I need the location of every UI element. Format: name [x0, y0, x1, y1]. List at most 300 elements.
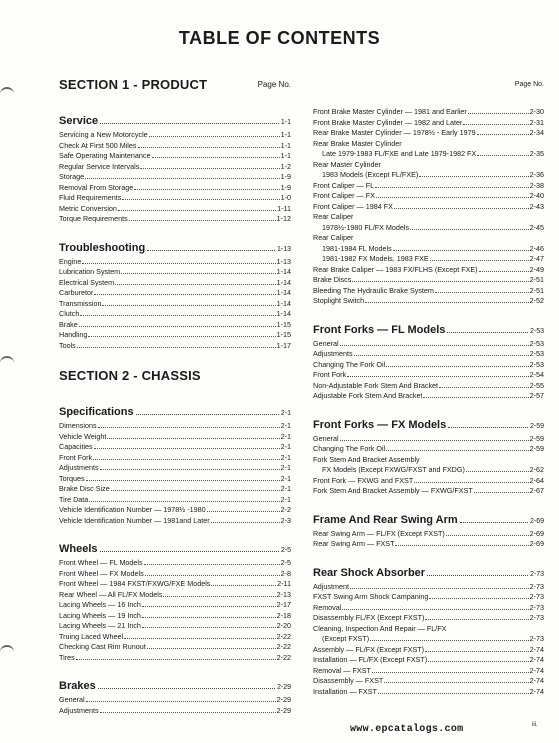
toc-group	[313, 419, 544, 497]
toc-entry-page: 2-36	[529, 170, 544, 179]
dot-leader	[100, 551, 279, 552]
toc-entry-page: 2-52	[529, 296, 544, 305]
toc-entry-page: 1-1	[280, 140, 291, 150]
toc-entry[interactable]	[313, 370, 544, 381]
group-heading-page: 2-29	[276, 684, 291, 691]
toc-entry-text: General	[313, 433, 339, 443]
dot-leader	[102, 305, 275, 306]
toc-entry-text: Handling	[59, 330, 88, 339]
toc-entry-text: Disassembly FL/FX (Except FXST)	[313, 613, 425, 622]
toc-entry-text: General	[59, 695, 85, 704]
dot-leader	[100, 712, 276, 713]
toc-entry-page: 2-20	[276, 621, 291, 630]
dot-leader	[149, 136, 280, 137]
toc-entry-text: Regular Service Intervals	[59, 161, 140, 171]
toc-entry[interactable]	[313, 655, 544, 666]
group-heading[interactable]	[313, 419, 544, 433]
toc-entry-text: Dimensions	[59, 421, 97, 430]
toc-entry-page: 2-29	[276, 705, 291, 715]
toc-entry-text: Front Wheel — 1984 FXST/FXWG/FXE Models	[59, 579, 211, 588]
toc-entry-text: Lubrication System	[59, 267, 121, 276]
toc-entry[interactable]	[59, 621, 291, 632]
toc-entry[interactable]	[313, 455, 544, 466]
toc-entry[interactable]	[59, 183, 291, 194]
toc-entry[interactable]	[313, 254, 544, 265]
toc-entry[interactable]	[313, 603, 544, 614]
toc-entry[interactable]	[313, 107, 544, 118]
toc-entry[interactable]	[59, 611, 291, 622]
toc-entry[interactable]	[313, 223, 544, 234]
dot-leader	[460, 522, 528, 523]
toc-entry[interactable]	[313, 160, 544, 171]
toc-entry[interactable]	[59, 600, 291, 611]
dot-leader	[439, 387, 529, 388]
toc-entry-page: 2-1	[280, 431, 291, 441]
toc-entry[interactable]	[313, 233, 544, 244]
toc-entry-page: 2-69	[529, 539, 544, 548]
toc-entry[interactable]	[313, 349, 544, 360]
toc-entry-text: Checking Cast Rim Runout	[59, 642, 146, 651]
dot-leader	[376, 197, 529, 198]
toc-entry[interactable]	[59, 309, 291, 320]
toc-entry-text: Lacing Wheels — 21 Inch	[59, 621, 141, 630]
toc-entry-page: 2-17	[276, 600, 291, 609]
dot-leader	[88, 336, 275, 337]
toc-entry-text: Rear Caliper	[313, 233, 354, 242]
toc-entry-text: Front Wheel — FX Models	[59, 568, 144, 578]
dot-leader	[82, 263, 275, 264]
toc-entry-text: Front Fork	[313, 370, 347, 379]
dot-leader	[107, 438, 279, 439]
toc-entry-page: 2-1	[280, 442, 291, 451]
dot-leader	[384, 682, 528, 683]
dot-leader	[423, 397, 528, 398]
toc-entry-text: Rear Master Cylinder	[313, 159, 381, 169]
toc-entry-text: Carburetor	[59, 288, 94, 297]
toc-entry-page: 1-11	[277, 203, 291, 213]
toc-entry-page: 2-74	[529, 655, 544, 664]
toc-entry[interactable]	[313, 624, 544, 635]
toc-entry-text: Fork Stem And Bracket Assembly — FXWG/FXST	[313, 486, 473, 495]
dot-leader	[122, 199, 279, 200]
toc-entry[interactable]	[59, 579, 291, 590]
dot-leader	[429, 598, 528, 599]
toc-entry-page: 2-51	[529, 275, 544, 284]
toc-entry-page: 2-1	[280, 494, 291, 504]
toc-entry-page: 2-55	[529, 380, 544, 390]
dot-leader	[77, 347, 276, 348]
toc-group	[313, 324, 544, 402]
toc-entry-text: Assembly — FL/FX (Except FXST)	[313, 644, 425, 654]
dot-leader	[144, 564, 280, 565]
toc-entry[interactable]	[59, 267, 291, 278]
toc-entry[interactable]	[313, 434, 544, 445]
toc-entry[interactable]	[59, 463, 291, 474]
toc-entry-text: Adjustments	[313, 349, 353, 358]
toc-entry[interactable]	[313, 486, 544, 497]
toc-entry[interactable]	[59, 151, 291, 162]
toc-entry-page: 2-53	[529, 359, 544, 369]
dot-leader	[142, 606, 276, 607]
toc-entry[interactable]	[59, 484, 291, 495]
toc-entry-text: Transmission	[59, 298, 102, 308]
toc-entry[interactable]	[313, 265, 544, 276]
toc-entry-text: Truing Laced Wheel	[59, 631, 124, 641]
toc-entry[interactable]	[313, 634, 544, 645]
toc-entry[interactable]	[313, 181, 544, 192]
dot-leader	[340, 345, 529, 346]
toc-entry-page: 2-57	[529, 391, 544, 400]
toc-entry-text: Changing The Fork Oil	[313, 359, 386, 369]
toc-entry-page: 2-2	[280, 505, 291, 514]
toc-entry-page: 2-1	[280, 484, 291, 493]
toc-entry[interactable]	[313, 676, 544, 687]
toc-entry-page: 1-14	[276, 298, 291, 308]
dot-leader	[386, 366, 528, 367]
toc-entry-text: Lacing Wheels — 19 Inch	[59, 610, 141, 620]
toc-entry[interactable]	[59, 204, 291, 215]
toc-entry[interactable]	[313, 381, 544, 392]
toc-entry-text: Engine	[59, 256, 82, 266]
dot-leader	[372, 672, 529, 673]
toc-entry[interactable]	[59, 330, 291, 341]
toc-entry[interactable]	[313, 244, 544, 255]
toc-entry-page: 2-11	[277, 579, 291, 588]
dot-leader	[147, 648, 276, 649]
toc-entry[interactable]	[313, 444, 544, 455]
dot-leader	[425, 651, 529, 652]
dot-leader	[98, 688, 275, 689]
toc-entry-text: Vehicle Weight	[59, 431, 107, 441]
toc-entry[interactable]	[313, 212, 544, 223]
dot-leader	[94, 294, 275, 295]
page-no-header: Page No.	[257, 80, 291, 89]
toc-entry-page: 2-74	[529, 676, 544, 685]
dot-leader	[370, 640, 528, 641]
toc-entry[interactable]	[313, 339, 544, 350]
toc-entry-text: Removal	[313, 602, 342, 612]
toc-entry-text: Lacing Wheels — 16 Inch	[59, 600, 141, 609]
toc-entry-page: 2-35	[529, 149, 544, 158]
toc-entry-page: 1-14	[276, 309, 291, 318]
toc-entry[interactable]	[59, 453, 291, 464]
toc-entry-page: 1-14	[276, 267, 291, 276]
dot-leader	[479, 271, 529, 272]
toc-entry[interactable]	[313, 529, 544, 540]
toc-entry[interactable]	[313, 296, 544, 307]
toc-entry-text: Front Brake Master Cylinder — 1982 and Later	[313, 117, 463, 127]
toc-entry[interactable]	[59, 257, 291, 268]
group-heading-text: Specifications	[59, 406, 134, 418]
toc-entry-page: 2-46	[529, 243, 544, 253]
toc-entry[interactable]	[59, 495, 291, 506]
group-heading-text: Frame And Rear Swing Arm	[313, 513, 458, 526]
dot-leader	[350, 588, 529, 589]
dot-leader	[86, 701, 276, 702]
toc-entry-page: 2-73	[529, 592, 544, 601]
toc-entry-page: 2-1	[280, 452, 291, 462]
toc-entry-page: 2-53	[529, 349, 544, 358]
toc-entry-text: Rear Brake Caliper — 1983 FX/FLHS (Except FXE)	[313, 264, 478, 274]
right-column	[313, 77, 544, 714]
toc-entry-page: 2-74	[529, 644, 544, 654]
footer-page-mark: iii.	[532, 722, 538, 728]
toc-entry-text: Disassembly — FXST	[313, 676, 384, 685]
toc-entry-page: 1-1	[280, 151, 291, 160]
dot-leader	[468, 113, 529, 114]
dot-leader	[394, 208, 529, 209]
toc-entry[interactable]	[59, 341, 291, 352]
group-heading-page: 2-59	[529, 422, 544, 430]
dot-leader	[207, 511, 280, 512]
toc-entry[interactable]	[59, 421, 291, 432]
dot-leader	[80, 315, 275, 316]
dot-leader	[124, 638, 276, 639]
toc-entry-text: Tire Data	[59, 494, 89, 504]
section-title: SECTION 1 - PRODUCT	[59, 77, 208, 92]
toc-group	[313, 567, 544, 698]
dot-leader	[115, 284, 275, 285]
dot-leader	[474, 492, 529, 493]
toc-entry-page: 1-15	[276, 319, 291, 329]
toc-entry-page: 1-1	[280, 130, 291, 139]
toc-group	[59, 242, 291, 352]
toc-entry-page: 2-67	[529, 486, 544, 495]
group-heading[interactable]	[59, 680, 291, 694]
toc-entry-text: Non-Adjustable Fork Stem And Bracket	[313, 380, 439, 390]
left-column	[59, 77, 291, 733]
dot-leader	[138, 147, 280, 148]
toc-entry-page: 2-18	[276, 610, 291, 620]
toc-entry-text: Front Caliper — 1984 FX	[313, 201, 393, 211]
toc-entry[interactable]	[313, 465, 544, 476]
toc-entry[interactable]	[313, 582, 544, 593]
toc-entry[interactable]	[59, 141, 291, 152]
toc-entry[interactable]	[59, 193, 291, 204]
group-heading-text: Front Forks — FL Models	[313, 323, 446, 336]
toc-entry[interactable]	[313, 149, 544, 160]
toc-entry-text: Tires	[59, 652, 75, 662]
dot-leader	[94, 448, 280, 449]
toc-entry[interactable]	[59, 653, 291, 664]
group-heading[interactable]	[59, 115, 291, 129]
toc-entry-page: 2-40	[529, 191, 544, 200]
dot-leader	[211, 522, 280, 523]
toc-entry[interactable]	[313, 687, 544, 698]
toc-entry[interactable]	[313, 118, 544, 129]
toc-entry[interactable]	[59, 706, 291, 717]
toc-entry-page: 1-9	[280, 172, 291, 181]
toc-entry[interactable]	[59, 278, 291, 289]
toc-entry[interactable]	[313, 592, 544, 603]
toc-entry-page: 2-73	[529, 634, 544, 643]
toc-entry[interactable]	[313, 191, 544, 202]
dot-leader	[152, 157, 280, 158]
footer-url[interactable]: www.epcatalogs.com	[350, 724, 464, 735]
toc-entry[interactable]	[313, 202, 544, 213]
toc-entry-text: Rear Caliper	[313, 212, 354, 221]
toc-entry[interactable]	[59, 695, 291, 706]
toc-entry-text: Adjustments	[59, 705, 99, 715]
toc-entry[interactable]	[313, 128, 544, 139]
toc-entry-text: Tools	[59, 340, 76, 350]
toc-entry-page: 2-69	[529, 528, 544, 538]
toc-entry[interactable]	[59, 442, 291, 453]
dot-leader	[354, 355, 529, 356]
dot-leader	[419, 176, 528, 177]
toc-entry-text: Brake	[59, 319, 78, 329]
toc-entry[interactable]	[59, 569, 291, 580]
toc-entry-page: 2-31	[529, 117, 544, 127]
toc-entry[interactable]	[59, 632, 291, 643]
toc-entry[interactable]	[59, 320, 291, 331]
dot-leader	[142, 627, 276, 628]
toc-entry[interactable]	[313, 539, 544, 550]
toc-entry[interactable]	[59, 288, 291, 299]
dot-leader	[340, 440, 529, 441]
toc-entry[interactable]	[59, 299, 291, 310]
toc-entry-page: 1-13	[276, 256, 291, 266]
toc-entry[interactable]	[59, 642, 291, 653]
toc-entry-page: 2-1	[280, 463, 291, 472]
toc-entry-page: 2-13	[276, 589, 291, 599]
toc-entry-text: 1978½-1980 FL/FX Models	[322, 222, 410, 232]
toc-entry[interactable]	[313, 666, 544, 677]
toc-entry-text: Stoplight Switch	[313, 296, 365, 305]
page-no-header: Page No.	[514, 81, 544, 88]
toc-entry[interactable]	[59, 505, 291, 516]
group-heading-page: 1-13	[276, 245, 291, 253]
toc-entry[interactable]	[59, 474, 291, 485]
toc-entry-text: Changing The Fork Oil	[313, 444, 386, 453]
dot-leader	[395, 545, 528, 546]
dot-leader	[428, 661, 528, 662]
group-heading[interactable]	[59, 406, 291, 420]
dot-leader	[147, 250, 275, 251]
dot-leader	[129, 220, 276, 221]
toc-entry-text: FX Models (Except FXWG/FXST and FXDG)	[322, 465, 465, 474]
toc-entry-text: Front Wheel — FL Models	[59, 558, 143, 567]
toc-entry-page: 2-74	[529, 665, 544, 675]
toc-entry-page: 2-3	[280, 515, 291, 525]
toc-entry-text: 1981-1982 FX Models, 1983 FXE	[322, 254, 429, 263]
toc-entry[interactable]	[59, 432, 291, 443]
toc-entry[interactable]	[313, 613, 544, 624]
toc-entry-text: Rear Swing Arm — FXST	[313, 539, 395, 548]
toc-entry-page: 2-29	[276, 695, 291, 704]
toc-entry-text: 1983 Models (Except FL/FXE)	[322, 170, 419, 179]
toc-entry-text: Brake Disc Size	[59, 484, 110, 493]
toc-entry[interactable]	[59, 130, 291, 141]
toc-entry[interactable]	[313, 360, 544, 371]
group-heading-text: Brakes	[59, 680, 96, 692]
toc-entry[interactable]	[59, 590, 291, 601]
toc-entry[interactable]	[313, 170, 544, 181]
toc-entry-text: Front Fork — FXWG and FXST	[313, 475, 414, 485]
toc-entry-page: 1-14	[276, 277, 291, 287]
toc-group	[59, 543, 291, 663]
toc-entry-page: 1-12	[276, 214, 291, 223]
group-heading-page: 2-1	[280, 410, 291, 417]
group-heading-text: Service	[59, 115, 99, 127]
toc-entry[interactable]	[313, 645, 544, 656]
dot-leader	[76, 659, 276, 660]
dot-leader	[386, 450, 528, 451]
toc-entry[interactable]	[313, 275, 544, 286]
toc-entry-text: Rear Brake Master Cylinder	[313, 138, 402, 148]
group-heading[interactable]	[59, 242, 291, 256]
toc-entry-text: Adjustments	[59, 463, 99, 472]
toc-entry-page: 2-59	[529, 444, 544, 453]
dot-leader	[463, 124, 528, 125]
toc-entry[interactable]	[59, 516, 291, 527]
group-heading[interactable]	[59, 543, 291, 557]
toc-entry-page: 2-74	[529, 686, 544, 696]
toc-entry-text: FXST Swing Arm Shock Campaning	[313, 592, 429, 601]
dot-leader	[477, 155, 528, 156]
dot-leader	[446, 535, 529, 536]
toc-entry-text: Rear Brake Master Cylinder — 1978½ - Early 1979	[313, 128, 476, 137]
toc-entry-text: (Except FXST)	[322, 634, 370, 643]
group-heading[interactable]	[313, 324, 544, 338]
group-heading-text: Front Forks — FX Models	[313, 418, 447, 431]
toc-entry-text: Torques	[59, 473, 85, 483]
toc-entry-page: 2-1	[280, 421, 291, 430]
dot-leader	[140, 168, 279, 169]
binder-tab-mark	[0, 87, 14, 95]
dot-leader	[93, 459, 279, 460]
group-heading-page: 2-73	[529, 570, 544, 578]
group-heading-text: Troubleshooting	[59, 241, 146, 254]
dot-leader	[111, 490, 280, 491]
group-heading-page: 2-69	[529, 517, 544, 525]
page-title: TABLE OF CONTENTS	[178, 28, 381, 48]
toc-entry-text: Removal From Storage	[59, 182, 134, 192]
group-heading-text: Wheels	[59, 543, 98, 555]
group-heading-page: 1-1	[280, 119, 291, 126]
toc-entry-text: Vehicle Identification Number — 1978½ -1980	[59, 505, 206, 514]
toc-entry-text: Capacities	[59, 442, 93, 451]
group-heading-text: Rear Shock Absorber	[313, 566, 426, 579]
toc-entry-page: 2-45	[529, 222, 544, 232]
toc-entry-text: Vehicle Identification Number — 1981and Later	[59, 515, 210, 525]
toc-entry-page: 2-30	[529, 107, 544, 116]
toc-entry[interactable]	[59, 214, 291, 225]
group-heading[interactable]	[313, 567, 544, 581]
toc-entry[interactable]	[313, 476, 544, 487]
dot-leader	[134, 189, 279, 190]
toc-entry-page: 2-1	[280, 473, 291, 483]
toc-entry-page: 2-22	[276, 642, 291, 651]
toc-entry-page: 2-8	[280, 568, 291, 578]
dot-leader	[347, 376, 528, 377]
toc-entry-text: Adjustment	[313, 581, 349, 591]
toc-entry[interactable]	[313, 391, 544, 402]
toc-entry-page: 2-73	[529, 602, 544, 612]
toc-entry[interactable]	[313, 139, 544, 150]
dot-leader	[448, 427, 528, 428]
toc-entry-page: 1-17	[276, 340, 291, 350]
toc-group	[59, 680, 291, 716]
toc-entry-page: 2-49	[529, 264, 544, 274]
toc-entry[interactable]	[313, 286, 544, 297]
toc-entry[interactable]	[59, 172, 291, 183]
group-heading-page: 2-53	[529, 327, 544, 335]
toc-entry[interactable]	[59, 558, 291, 569]
group-heading[interactable]	[313, 514, 544, 528]
toc-entry[interactable]	[59, 162, 291, 173]
section-title: SECTION 2 - CHASSIS	[59, 368, 201, 383]
